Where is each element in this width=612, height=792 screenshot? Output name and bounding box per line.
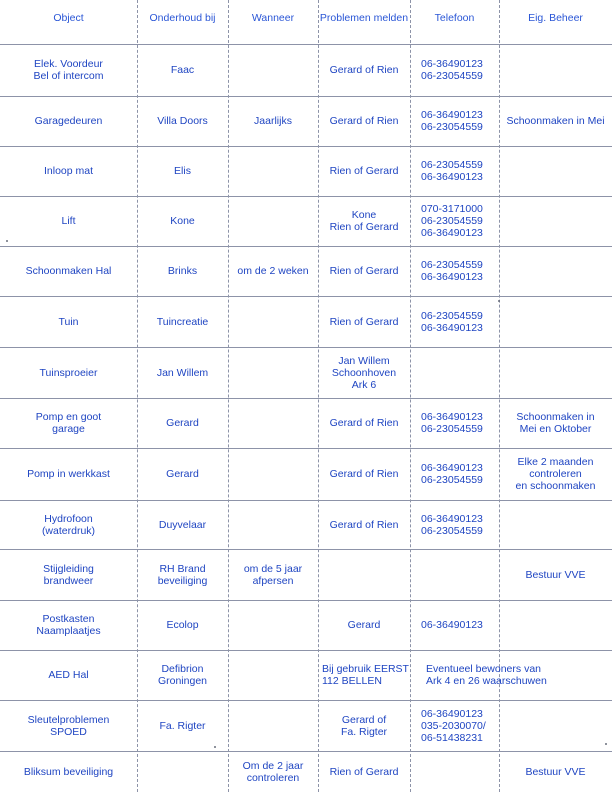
cell-wanneer [228,44,318,96]
cell-onderhoud: Tuincreatie [156,315,209,328]
cell-wanneer [228,347,318,398]
scan-speck [498,300,500,302]
cell-object: Pomp in werkkast [27,468,110,480]
cell-telefoon: 06-36490123 06-23054559 [421,462,483,486]
cell-eig-beheer: Elke 2 maanden controleren en schoonmaken [515,456,596,492]
cell-telefoon: 06-36490123 06-23054559 [421,58,483,82]
cell-onderhoud: Ecolop [166,619,199,631]
cell-wanneer [228,146,318,196]
cell-problemen-melden: Rien of Gerard [329,765,399,778]
cell-problemen-melden: Jan Willem Schoonhoven Ark 6 [331,354,397,391]
header-problemen-melden: Problemen melden [319,12,409,24]
cell-eig-beheer [499,196,612,246]
cell-wanneer: om de 2 weken [237,265,309,277]
scan-speck [605,743,607,745]
cell-onderhoud: Villa Doors [157,115,208,127]
cell-wanneer: Jaarlijks [254,115,292,127]
cell-object: Sleutelproblemen SPOED [27,713,110,738]
header-object: Object [53,12,84,24]
cell-wanneer [228,500,318,549]
cell-wanneer [228,600,318,650]
cell-telefoon: 06-36490123 06-23054559 [421,109,483,133]
cell-problemen-melden: Kone Rien of Gerard [329,209,399,233]
cell-telefoon: 06-36490123 035-2030070/ 06-51438231 [421,707,486,744]
cell-problemen-melden: Rien of Gerard [329,265,399,277]
cell-telefoon: 06-23054559 06-36490123 [421,259,483,283]
cell-eig-beheer: Schoonmaken in Mei [506,115,605,127]
cell-onderhoud: Elis [174,165,191,177]
cell-onderhoud: Defibrion Groningen [157,663,208,687]
cell-wanneer [228,650,318,700]
cell-onderhoud: RH Brand beveiliging [157,562,208,587]
cell-problemen-melden: Gerard of Fa. Rigter [340,713,388,738]
cell-object: Stijgleiding brandweer [43,562,94,587]
cell-telefoon: 06-23054559 06-36490123 [421,309,483,334]
header-onderhoud: Onderhoud bij [149,12,216,24]
cell-object: Postkasten Naamplaatjes [36,613,101,637]
cell-onderhoud: Jan Willem [156,366,209,379]
cell-wanneer [228,448,318,500]
header-telefoon: Telefoon [434,12,475,24]
cell-eig-beheer [499,700,612,751]
cell-wanneer: Om de 2 jaar controleren [242,759,304,784]
cell-wanneer [228,196,318,246]
cell-onderhoud: Gerard [166,417,199,429]
cell-object: Hydrofoon (waterdruk) [41,512,96,537]
scan-speck [6,240,8,242]
cell-wanneer [228,398,318,448]
cell-telefoon [421,549,499,600]
cell-problemen-melden: Gerard of Rien [329,64,399,76]
cell-telefoon [421,347,499,398]
cell-problemen-melden [318,549,410,600]
cell-telefoon: 070-3171000 06-23054559 06-36490123 [421,203,483,239]
cell-eig-beheer [499,600,612,650]
scan-speck [214,746,216,748]
cell-object: Garagedeuren [34,115,103,127]
cell-object: Inloop mat [43,165,94,177]
cell-onderhoud: Faac [170,64,195,76]
cell-telefoon: 06-23054559 06-36490123 [421,159,483,183]
cell-problemen-melden: Gerard [347,619,381,631]
cell-object: Schoonmaken Hal [25,265,112,277]
cell-eig-beheer: Bestuur VVE [525,568,586,581]
cell-problemen-melden: Gerard of Rien [329,115,399,127]
cell-telefoon [421,751,499,792]
header-eig-beheer: Eig. Beheer [528,12,583,24]
cell-eig-beheer [499,246,612,296]
cell-telefoon: 06-36490123 06-23054559 [421,411,483,435]
cell-wanneer: om de 5 jaar afpersen [243,562,303,587]
cell-problemen-melden: Gerard of Rien [329,518,399,531]
cell-problemen-melden: Gerard of Rien [329,468,399,480]
cell-eig-beheer [499,347,612,398]
cell-object: Pomp en goot garage [35,411,102,435]
cell-wanneer [228,700,318,751]
cell-problemen-melden: Rien of Gerard [329,315,399,328]
cell-problemen-melden: Rien of Gerard [329,165,399,177]
cell-eig-beheer [499,500,612,549]
cell-eig-beheer [499,146,612,196]
cell-wanneer [228,296,318,347]
cell-object: Lift [61,215,76,227]
cell-onderhoud: Kone [170,215,195,227]
cell-eig-beheer: Bestuur VVE [525,765,586,778]
cell-object: Tuinsproeier [39,366,98,379]
cell-eig-beheer [499,296,612,347]
cell-onderhoud: Brinks [167,265,198,277]
cell-eig-beheer [499,44,612,96]
cell-onderhoud [137,751,228,792]
cell-object: Elek. Voordeur Bel of intercom [33,58,104,82]
cell-problemen-melden: Gerard of Rien [329,417,399,429]
cell-onderhoud: Duyvelaar [158,518,207,531]
cell-telefoon: 06-36490123 06-23054559 [421,512,483,537]
cell-object: Bliksum beveiliging [23,765,114,778]
cell-eig-beheer: Schoonmaken in Mei en Oktober [516,411,595,435]
cell-telefoon: 06-36490123 [421,619,483,631]
cell-object: AED Hal [48,669,89,681]
cell-onderhoud: Gerard [166,468,199,480]
cell-problemen-melden: Bij gebruik EERST 112 BELLEN [322,663,409,687]
header-wanneer: Wanneer [251,12,295,24]
cell-object: Tuin [58,315,79,328]
cell-onderhoud: Fa. Rigter [159,719,206,732]
cell-telefoon: Eventueel bewoners van Ark 4 en 26 waarschuwen [426,663,547,687]
